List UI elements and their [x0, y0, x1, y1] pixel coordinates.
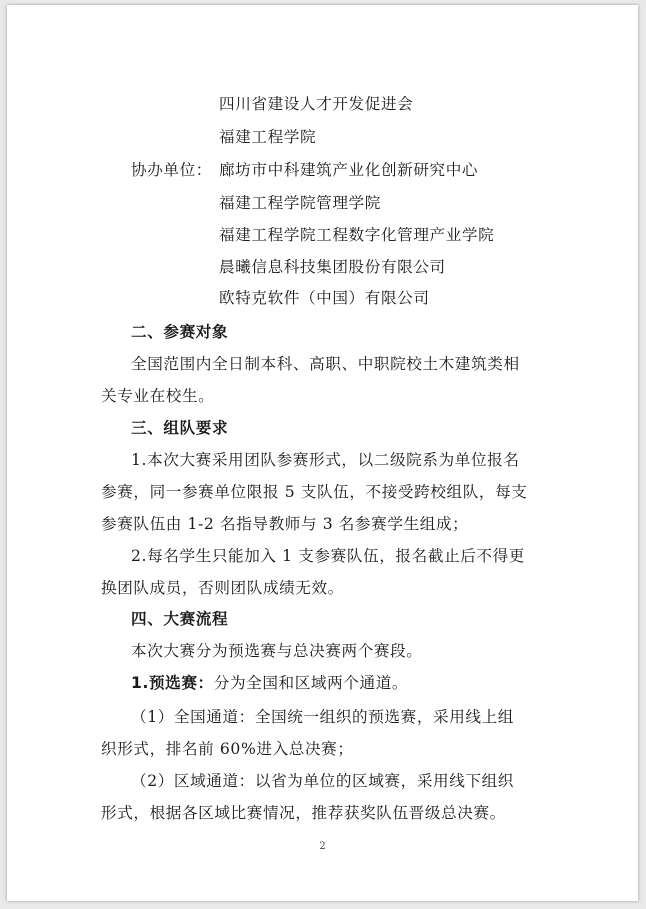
paragraph-line: （2）区域通道：以省为单位的区域赛，采用线下组织	[131, 772, 514, 790]
paragraph-line: 形式，根据各区域比赛情况，推荐获奖队伍晋级总决赛。	[101, 804, 506, 822]
co-organizer-line: 欧特克软件（中国）有限公司	[219, 289, 430, 307]
co-organizer-line: 廊坊市中科建筑产业化创新研究中心	[219, 161, 479, 179]
paragraph-line: 关专业在校生。	[101, 387, 215, 405]
paragraph-line: 参赛，同一参赛单位限报 5 支队伍，不接受跨校组队，每支	[101, 483, 528, 501]
paragraph-line: 换团队成员，否则团队成绩无效。	[101, 579, 344, 597]
document-page	[7, 5, 638, 901]
paragraph-line: 1.本次大赛采用团队参赛形式，以二级院系为单位报名	[131, 451, 520, 469]
paragraph-line: 织形式，排名前 60%进入总决赛；	[101, 740, 354, 758]
co-organizer-line: 晨曦信息科技集团股份有限公司	[219, 258, 446, 276]
co-organizer-line: 福建工程学院工程数字化管理产业学院	[219, 226, 495, 244]
co-organizers-label: 协办单位：	[131, 161, 212, 179]
organizer-line: 四川省建设人才开发促进会	[219, 95, 414, 113]
section-heading: 四、大赛流程	[131, 610, 229, 628]
co-organizer-line: 福建工程学院管理学院	[219, 194, 381, 212]
paragraph-line: （1）全国通道：全国统一组织的预选赛，采用线上组	[131, 708, 514, 726]
paragraph-line: 全国范围内全日制本科、高职、中职院校土木建筑类相	[131, 355, 520, 373]
section-heading: 二、参赛对象	[131, 323, 229, 341]
section-heading: 三、组队要求	[131, 419, 229, 437]
page-number: 2	[319, 841, 326, 852]
prelim-text: 分为全国和区域两个通道。	[213, 674, 409, 692]
prelim-label: 1.预选赛：	[131, 674, 214, 692]
paragraph-line	[131, 673, 408, 693]
paragraph-line: 2.每名学生只能加入 1 支参赛队伍，报名截止后不得更	[131, 547, 525, 565]
organizer-line: 福建工程学院	[219, 128, 317, 146]
paragraph-line: 参赛队伍由 1-2 名指导教师与 3 名参赛学生组成；	[101, 515, 469, 533]
paragraph-line: 本次大赛分为预选赛与总决赛两个赛段。	[131, 642, 423, 660]
